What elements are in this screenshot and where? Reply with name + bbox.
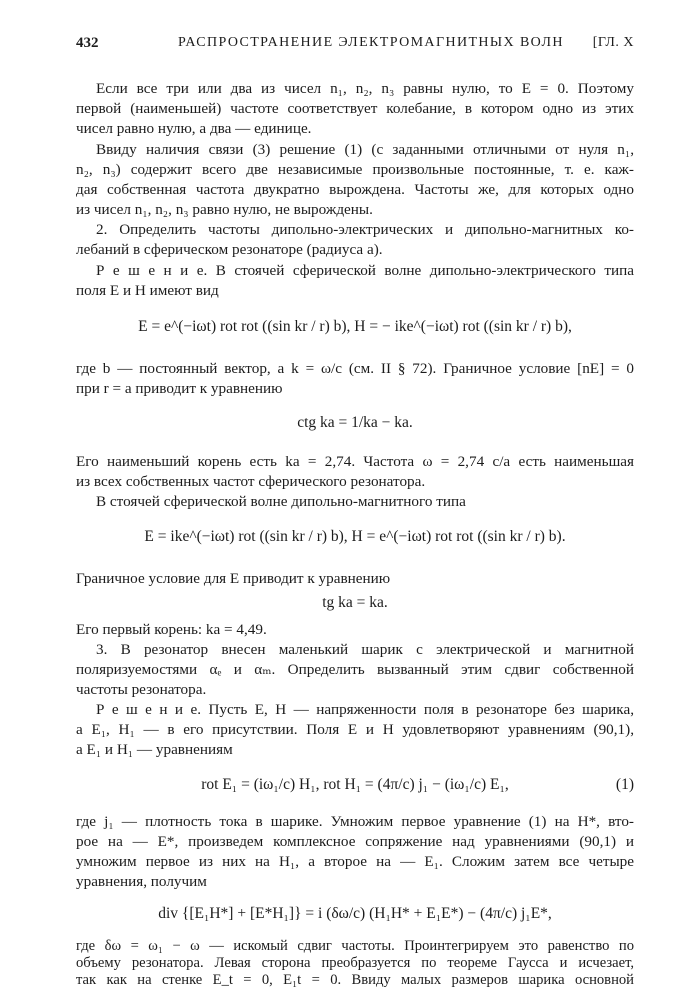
text-line: Его первый корень: ka = 4,49. — [76, 621, 267, 638]
text-line: где b — постоянный вектор, а k = ω/c (см. II § 72). Граничное условие [nE] = 0 — [76, 360, 634, 377]
solution-line: Р е ш е н и е. Пусть E, H — напряженности поля в резонаторе без шарика, — [96, 701, 634, 718]
text-line: Его наименьший корень есть ka = 2,74. Частота ω = 2,74 c/a есть наименьшая — [76, 453, 634, 470]
text-line: поля E и H имеют вид — [76, 282, 219, 299]
text-line: первой (наименьшей) частоте соответствует колебание, в котором одно из этих — [76, 100, 634, 117]
text-line: дая собственная частота двукратно вырождена. Частоты же, для которых одно — [76, 181, 634, 198]
text-line: Граничное условие для E приводит к уравнению — [76, 570, 391, 587]
chapter-label: [ГЛ. X — [592, 35, 634, 50]
problem-statement: поляризуемостями αₑ и αₘ. Определить вызванный этим сдвиг собственной — [76, 661, 634, 678]
text-line: так как на стенке E_t = 0, E₁t = 0. Ввиду малых размеров шарика основной — [76, 972, 634, 988]
text-line: при r = a приводит к уравнению — [76, 380, 283, 397]
text-line: из чисел n₁, n₂, n₃ равно нулю, не вырождены. — [76, 201, 373, 218]
text-line: чисел равно нулю, а два — единице. — [76, 120, 312, 137]
text-line: а E₁ и H₁ — уравнениям — [76, 741, 233, 758]
text-line: Если все три или два из чисел n₁, n₂, n₃ равны нулю, то E = 0. Поэтому — [96, 80, 634, 97]
equation-body: rot E₁ = (iω₁/c) H₁, rot H₁ = (4π/c) j₁ − (iω₁/c) E₁, — [201, 776, 509, 793]
equation: E = e^(−iωt) rot rot ((sin kr / r) b), H = − ike^(−iωt) rot ((sin kr / r) b), — [138, 318, 572, 335]
problem-statement: лебаний в сферическом резонаторе (радиуса a). — [76, 241, 383, 258]
text-line: В стоячей сферической волне дипольно-магнитного типа — [96, 493, 466, 510]
text-line: из всех собственных частот сферического резонатора. — [76, 473, 426, 490]
equation — [76, 776, 634, 794]
text-line: рое на — E*, произведем комплексное сопряжение над уравнениями (90,1) и — [76, 833, 634, 850]
text-line: Ввиду наличия связи (3) решение (1) (с заданными отличными от нуля n₁, — [96, 141, 634, 158]
equation: E = ike^(−iωt) rot ((sin kr / r) b), H = e^(−iωt) rot rot ((sin kr / r) b). — [144, 528, 566, 545]
text-line: умножим первое из них на H₁, а второе на — E₁. Сложим затем все четыре — [76, 853, 634, 870]
solution-line: Р е ш е н и е. В стоячей сферической волне дипольно-электрического типа — [96, 262, 634, 279]
text-line: где j₁ — плотность тока в шарике. Умножим первое уравнение (1) на H*, вто- — [76, 813, 634, 830]
running-title: РАСПРОСТРАНЕНИЕ ЭЛЕКТРОМАГНИТНЫХ ВОЛН — [178, 35, 564, 50]
text-line: объему резонатора. Левая сторона преобразуется по теореме Гаусса и исчезает, — [76, 955, 634, 971]
text-line: где δω = ω₁ − ω — искомый сдвиг частоты. Проинтегрируем это равенство по — [76, 938, 634, 954]
page-header — [76, 35, 634, 55]
text-line: а E₁, H₁ — в его присутствии. Поля E и H удовлетворяют уравнениям (90,1), — [76, 721, 634, 738]
text-line: n₂, n₃) содержит всего две независимые произвольные постоянные, т. е. каж- — [76, 161, 634, 178]
problem-statement: 3. В резонатор внесен маленький шарик с электрической и магнитной — [96, 641, 634, 658]
page-number: 432 — [76, 35, 99, 51]
problem-statement: 2. Определить частоты дипольно-электрических и дипольно-магнитных ко- — [96, 221, 634, 238]
equation: ctg ka = 1/ka − ka. — [297, 414, 413, 431]
problem-statement: частоты резонатора. — [76, 681, 207, 698]
equation: tg ka = ka. — [322, 594, 388, 611]
equation-number: (1) — [615, 776, 634, 793]
text-line: уравнения, получим — [76, 873, 207, 890]
equation: div {[E₁H*] + [E*H₁]} = i (δω/c) (H₁H* + E₁E*) − (4π/c) j₁E*, — [158, 905, 552, 922]
